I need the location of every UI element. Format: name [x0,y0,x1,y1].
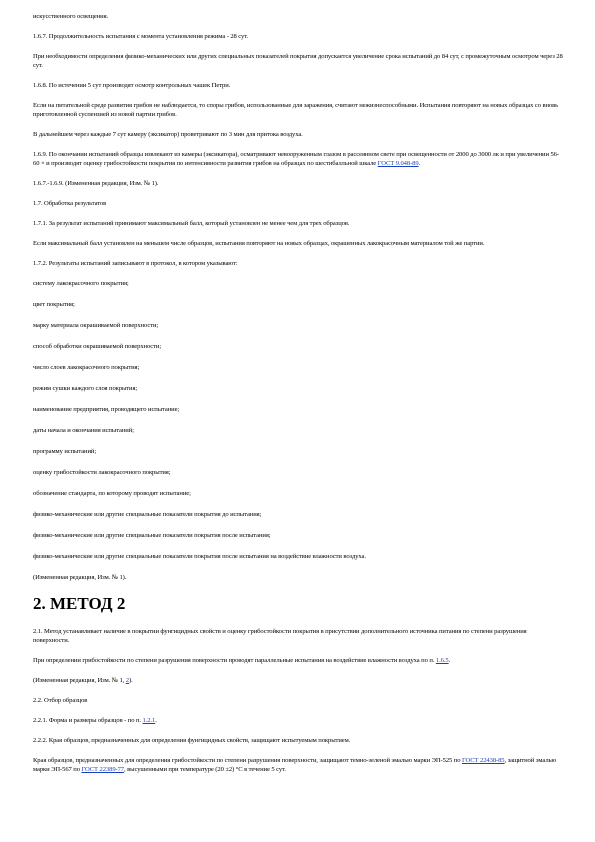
paragraph: 1.6.8. По истечении 5 сут производят осмотр контрольных чашек Петри. [33,82,231,89]
paragraph: 1.6.7.-1.6.9. (Измененная редакция, Изм. № 1). [33,180,159,187]
text: ). [128,677,133,684]
paragraph: 1.7.1. За результат испытаний принимают максимальный балл, который установлен не менее чем для трех образцов. [33,220,350,227]
section-subheading: 1.7. Обработка результатов [33,200,107,207]
edit-note: (Измененная редакция, Изм. № 1). [33,574,127,581]
list-item: цвет покрытия; [33,301,75,308]
gost-link[interactable]: ГОСТ 9.048-89 [377,160,419,167]
gost-link[interactable]: ГОСТ 22389-77 [81,766,125,773]
edit-note [33,676,563,685]
list-item: программу испытаний; [33,448,97,455]
list-item: обозначение стандарта, по которому проводят испытание; [33,490,191,497]
list-item: физико-механические или другие специальные показатели покрытия до испытания; [33,511,262,518]
clause-link[interactable]: 1.2.1 [142,717,156,724]
text: . [155,717,157,724]
list-item: физико-механические или другие специальные показатели покрытия после испытания на воздействие влажности воздуха. [33,553,366,560]
list-item: способ обработки окрашиваемой поверхности; [33,343,162,350]
paragraph: 2.1. Метод устанавливает наличие в покрытии фунгицидных свойств и оценку грибостойкости покрытия в присутствии дополнительного источника питания по степени разрушения поверхности. [33,628,527,644]
paragraph: Если на питательной среде развития грибов не наблюдается, то споры грибов, использованные для заражения, считают нежизнеспособными. Испытания повторяют на новых образцах со вновь приготовленной суспензией из новой партии грибов. [33,102,559,118]
paragraph-with-link [33,716,563,725]
paragraph: 1.7.2. Результаты испытаний записывают в протокол, в котором указывают: [33,260,238,267]
section-subheading: 2.2. Отбор образцов [33,697,88,704]
list-item: систему лакокрасочного покрытия; [33,280,129,287]
paragraph: Если максимальный балл установлен на меньшем числе образцов, испытания повторяют на новых образцах, окрашенных лакокрасочным материалом той же партии. [33,240,485,247]
text: . [418,160,421,167]
paragraph: При необходимости определения физико-механических или других специальных показателей покрытия допускается увеличение срока испытаний до 84 сут, с промежуточным осмотром через 28 сут. [33,53,563,69]
list-item: режим сушки каждого слоя покрытия; [33,385,138,392]
clause-link[interactable]: 1.6.5 [435,657,449,664]
paragraph-with-link [33,656,563,665]
paragraph: В дальнейшем через каждые 7 сут камеру (эксикатор) проветривают по 3 мин для притока воздуха. [33,131,303,138]
text: 1.6.9. По окончании испытаний образцы извлекают из камеры (эксикатора), осматривают невооруженным глазом в рассеянном свете при освещенности от 2000 до 3000 лк и при увеличении 56-60 × и производят оценку грибостойкости покрытия по интенсивности развития грибов на образцах по шестибалльной шкале [33,151,559,167]
list-item: наименование предприятия, проводящего испытание; [33,406,180,413]
paragraph-with-link [33,150,563,168]
text: Края образцов, предназначенных для определения грибостойкости по степени разрушения поверхности, защищают темно-зеленой эмалью марки ЭП-525 по [33,757,462,764]
list-item: даты начала и окончания испытаний; [33,427,134,434]
list-item: число слоев лакокрасочного покрытия; [33,364,140,371]
paragraph: 1.6.7. Продолжительность испытания с момента установления режима - 28 сут. [33,33,249,40]
list-item: оценку грибостойкости лакокрасочного покрытия; [33,469,171,476]
paragraph: искусственного освещения. [33,13,109,20]
paragraph: 2.2.2. Края образцов, предназначенных для определения фунгицидных свойств, защищают испытуемым покрытием. [33,737,351,744]
text: , защитной эмалью марки ЭП-567 по [33,757,557,773]
text: 2.2.1. Форма и размеры образцов - по п. [33,717,143,724]
amendment-link[interactable]: 2 [125,677,129,684]
gost-link[interactable]: ГОСТ 22438-85 [461,757,505,764]
text: (Измененная редакция, Изм. № 1, [33,677,126,684]
list-item: марку материала окрашиваемой поверхности; [33,322,159,329]
text: . [448,657,451,664]
list-item: физико-механические или другие специальные показатели покрытия после испытания; [33,532,271,539]
paragraph-with-link [33,756,563,774]
text: При определении грибостойкости по степени разрушения поверхности проводят параллельные испытания на воздействие влажности воздуха по п. [33,657,436,664]
section-heading: 2. МЕТОД 2 [33,594,126,613]
text: , высушенными при температуре (20 ±2) °С в течение 5 сут. [124,766,286,773]
